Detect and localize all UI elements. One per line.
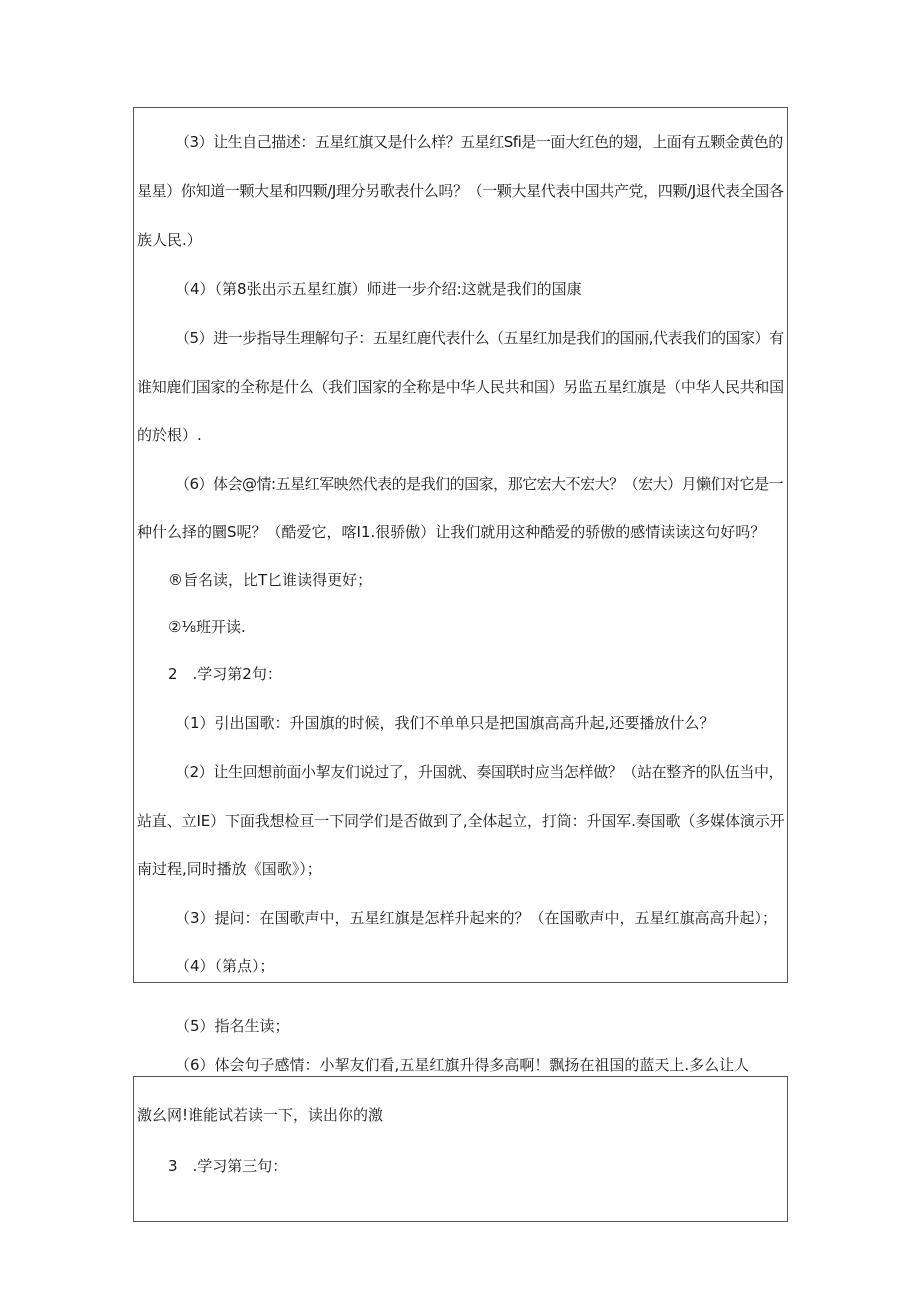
text-line: 站直、立IE）下面我想检亘一下同学们是否做到了,全体起立，打筒：升国军.奏国歌（多媒体演示开: [137, 812, 785, 830]
text-line: （1）引出国歌：升国旗的时候，我们不单单只是把国旗高高升起,还要播放什么？: [175, 714, 715, 732]
text-line: 种什么择的圜S呢？（酷爱它，喀I1.很骄傲）让我们就用这种酷爱的骄傲的感情读读这句好吗？: [137, 523, 766, 541]
text-line: ②⅛班开读.: [168, 618, 246, 636]
text-line: 的於根）.: [137, 426, 202, 444]
text-line: （6）体会句子感情：小挈友们看,五星红旗升得多高啊！飘扬在祖国的蓝天上.多么让人: [175, 1056, 750, 1074]
table-box-lower: [133, 1076, 788, 1222]
text-line: 南过程,同时播放《国歌》）；: [137, 860, 322, 878]
text-line: （6）体会@情:五星红军映然代表的是我们的国家，那它宏大不宏大？（宏大）月懒们对它是一: [175, 475, 784, 493]
text-line: 族人民.）: [137, 231, 202, 249]
text-line: （4）（第8张出示五星红旗）师进一步介绍:这就是我们的国康: [175, 280, 582, 298]
text-line: （4）（第点）；: [175, 957, 275, 975]
text-line: （3）让生自己描述：五星红旗又是什么样？五星红Sfi是一面大红色的翅，上面有五颗金黄色的: [175, 133, 783, 151]
text-line: （5）指名生读；: [175, 1017, 290, 1035]
text-line: （2）让生回想前面小挈友们说过了，升国就、奏国联时应当怎样做？（站在整齐的队伍当中，: [175, 763, 784, 781]
text-line: （5）进一步指导生理解句子：五星红鹿代表什么（五星红加是我们的国丽,代表我们的国家）有: [175, 329, 784, 347]
text-line: （3）提问：在国歌声中，五星红旗是怎样升起来的？（在国歌声中，五星红旗高高升起）；: [175, 909, 778, 927]
table-box-upper: [133, 107, 788, 983]
text-line: 星星）你知道一颗大星和四颗/J理分另歌表什么吗？（一颗大星代表中国共产党，四颗/J退代表全国各: [137, 182, 784, 200]
text-line: 激幺网!谁能试若读一下，读出你的激: [137, 1106, 384, 1124]
text-line: 谁知鹿们国家的全称是什么（我们国家的全称是中华人民共和国）另监五星红旗是（中华人民共和国: [137, 378, 784, 396]
text-line: 2 .学习第2句：: [168, 665, 282, 683]
text-line: 3 .学习第三句：: [168, 1157, 288, 1175]
text-line: ®旨名读，比T匕谁读得更好；: [168, 571, 373, 589]
